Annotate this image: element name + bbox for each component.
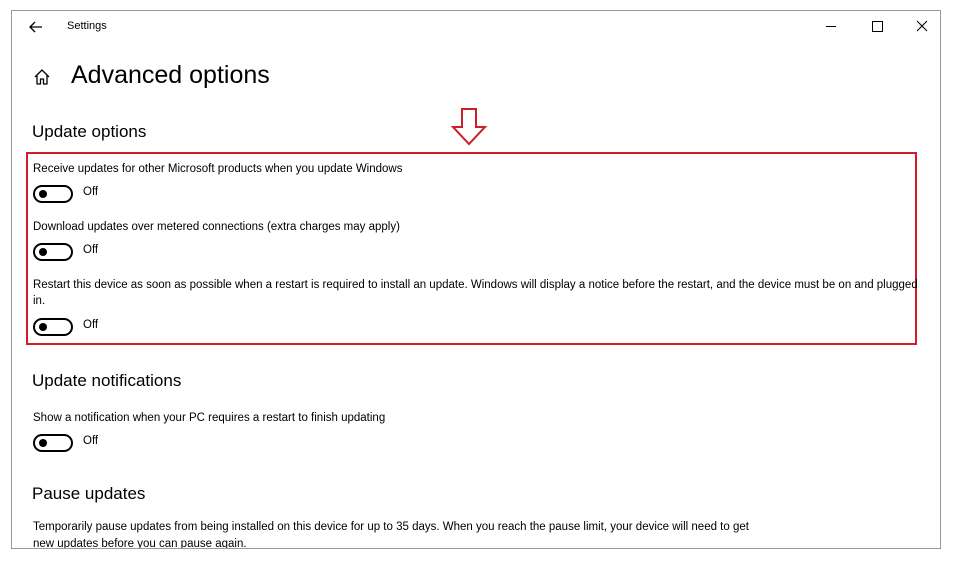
- maximize-icon: [854, 11, 900, 43]
- down-arrow-icon: [450, 107, 488, 147]
- toggle-switch[interactable]: [33, 243, 73, 261]
- toggle-state: Off: [83, 244, 99, 256]
- toggle-switch[interactable]: [33, 185, 73, 203]
- page-title: Advanced options: [71, 61, 270, 89]
- toggle-state: Off: [83, 186, 99, 198]
- minimize-button[interactable]: [808, 11, 854, 43]
- back-button[interactable]: [24, 17, 48, 37]
- toggle-state: Off: [83, 435, 99, 447]
- toggle-switch[interactable]: [33, 434, 73, 452]
- section-title-update-notifications: Update notifications: [32, 371, 182, 390]
- home-button[interactable]: [32, 67, 52, 87]
- settings-window: [11, 10, 941, 549]
- app-title: Settings: [67, 20, 107, 32]
- close-button[interactable]: [898, 11, 941, 43]
- minimize-icon: [808, 11, 854, 43]
- section-title-update-options: Update options: [32, 122, 147, 141]
- pause-updates-description: Temporarily pause updates from being installed on this device for up to 35 days. When you reach the pause limit, your device will need to get new updates before you can pause again.: [33, 521, 749, 549]
- highlight-box: [26, 152, 917, 345]
- setting-label-metered-connections: Download updates over metered connections (extra charges may apply): [33, 221, 400, 233]
- home-icon: [32, 67, 52, 87]
- maximize-button[interactable]: [854, 11, 900, 43]
- setting-label-restart-notification: Show a notification when your PC requires a restart to finish updating: [33, 412, 386, 424]
- setting-label-microsoft-products: Receive updates for other Microsoft products when you update Windows: [33, 163, 403, 175]
- close-icon: [898, 11, 941, 43]
- title-bar: [12, 11, 940, 43]
- section-title-pause-updates: Pause updates: [32, 484, 146, 503]
- back-arrow-icon: [24, 17, 48, 37]
- toggle-state: Off: [83, 319, 99, 331]
- toggle-switch[interactable]: [33, 318, 73, 336]
- setting-label-restart-asap: Restart this device as soon as possible when a restart is required to install an update. Windows will display a notice before the restart, and the device must be on and plugged in.: [33, 279, 918, 307]
